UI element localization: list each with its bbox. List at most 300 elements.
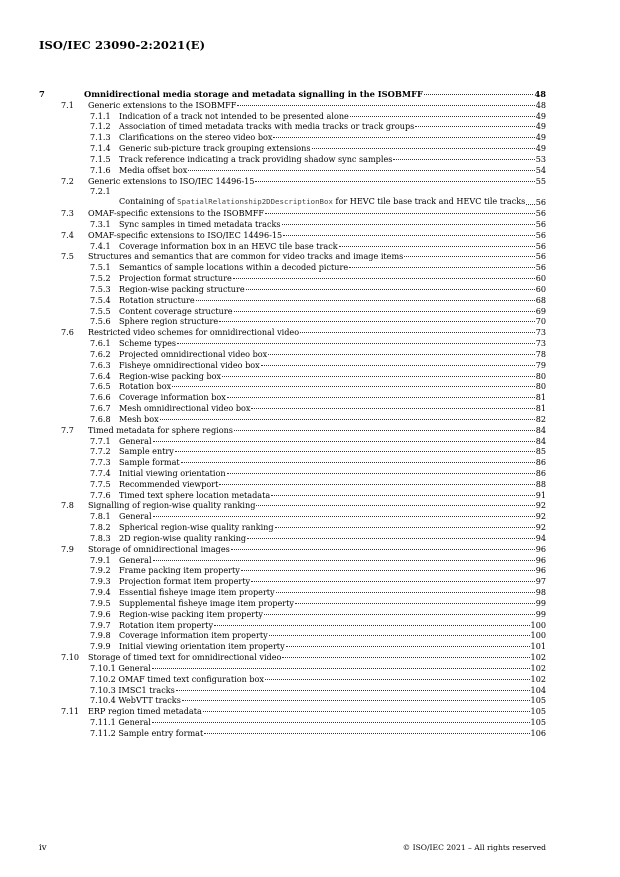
toc-entry[interactable]	[39, 360, 546, 371]
toc-entry-number: 7.9.6	[90, 608, 111, 619]
toc-leader-dots	[269, 635, 530, 636]
toc-entry-page: 48	[535, 99, 546, 110]
toc-entry-page: 56	[535, 218, 546, 229]
toc-entry-title-text: Coverage information box	[119, 392, 226, 403]
toc-entry-title	[90, 728, 203, 739]
toc-entry-title	[88, 652, 281, 663]
toc-entry-page: 81	[535, 392, 546, 403]
toc-entry[interactable]	[39, 230, 546, 241]
toc-entry[interactable]	[39, 176, 546, 187]
toc-leader-dots	[415, 126, 534, 127]
toc-entry-page: 99	[535, 597, 546, 608]
toc-leader-dots	[256, 505, 534, 506]
toc-leader-dots	[234, 311, 535, 312]
toc-entry-title-text: Frame packing item property	[119, 565, 240, 576]
toc-entry-number: 7.1.4	[90, 143, 111, 154]
toc-entry-title-text: Projected omnidirectional video box	[119, 348, 268, 359]
toc-leader-dots	[227, 473, 535, 474]
toc-entry[interactable]	[39, 598, 546, 609]
toc-entry[interactable]	[39, 208, 546, 219]
toc-entry[interactable]	[39, 295, 546, 306]
toc-entry-title-text: Clarifications on the stereo video box	[119, 132, 273, 143]
toc-entry-title-text: Supplemental fisheye image item property	[119, 597, 295, 608]
toc-entry[interactable]	[39, 565, 546, 576]
toc-entry-title	[119, 436, 152, 447]
toc-entry-number: 7.1.5	[90, 153, 111, 164]
toc-entry[interactable]	[39, 620, 546, 631]
toc-leader-dots	[404, 256, 534, 257]
toc-entry-title	[119, 522, 274, 533]
copyright-notice: © ISO/IEC 2021 – All rights reserved	[402, 843, 546, 852]
toc-entry[interactable]	[39, 663, 546, 674]
toc-entry-title-text: Recommended viewport	[119, 478, 219, 489]
toc-entry-number: 7.8	[61, 500, 74, 511]
toc-leader-dots	[214, 625, 530, 626]
toc-leader-dots	[175, 451, 535, 452]
toc-entry-number: 7.5.5	[90, 305, 111, 316]
toc-entry-number: 7.6.3	[90, 359, 111, 370]
toc-entry-page: 105	[530, 706, 546, 717]
toc-entry-title-text: Timed text sphere location metadata	[119, 489, 271, 500]
toc-entry[interactable]	[39, 479, 546, 490]
toc-entry-title	[88, 230, 282, 241]
toc-entry[interactable]	[39, 641, 546, 652]
toc-entry-number: 7.9.7	[90, 619, 111, 630]
toc-entry-title-text: Projection format item property	[119, 576, 251, 587]
toc-leader-dots	[172, 386, 535, 387]
toc-leader-dots	[237, 105, 534, 106]
toc-entry[interactable]	[39, 403, 546, 414]
toc-entry-number: 7.9	[61, 543, 74, 554]
toc-entry-number-inline: 7.10.2	[90, 673, 116, 684]
toc-entry-page: 53	[535, 153, 546, 164]
toc-leader-dots	[255, 181, 534, 182]
toc-entry[interactable]	[39, 436, 546, 447]
toc-entry-title	[119, 262, 348, 273]
toc-entry-title	[119, 338, 176, 349]
toc-entry-title	[119, 295, 195, 306]
toc-entry-page: 100	[530, 619, 546, 630]
toc-entry[interactable]	[39, 674, 546, 685]
toc-entry[interactable]	[39, 241, 546, 252]
toc-entry-number: 7.6.4	[90, 370, 111, 381]
toc-leader-dots	[264, 614, 535, 615]
toc-leader-dots	[219, 484, 534, 485]
toc-entry-title	[119, 132, 272, 143]
toc-entry[interactable]	[39, 316, 546, 327]
toc-entry-number: 7.6.8	[90, 413, 111, 424]
toc-leader-dots	[271, 495, 535, 496]
toc-leader-dots	[204, 733, 529, 734]
toc-entry-number: 7.5	[61, 251, 74, 262]
toc-leader-dots	[153, 516, 535, 517]
toc-entry[interactable]	[39, 143, 546, 154]
toc-leader-dots	[261, 365, 535, 366]
toc-entry-title	[84, 89, 423, 100]
toc-leader-dots	[393, 159, 534, 160]
toc-leader-dots	[203, 711, 530, 712]
toc-entry-title-text: Generic extensions to ISO/IEC 14496-15	[88, 175, 255, 186]
toc-entry[interactable]	[39, 392, 546, 403]
toc-entry[interactable]	[39, 306, 546, 317]
toc-leader-dots	[300, 332, 535, 333]
toc-leader-dots	[227, 397, 535, 398]
toc-entry-title-text: Generic sub-picture track grouping extensions	[119, 143, 311, 154]
toc-entry-title-text: Sphere region structure	[119, 316, 219, 327]
toc-entry-page: 88	[535, 478, 546, 489]
toc-entry-number: 7.3	[61, 208, 74, 219]
toc-entry-page: 104	[530, 684, 546, 695]
toc-entry-title	[88, 208, 264, 219]
toc-entry-title-text: WebVTT tracks	[118, 695, 181, 706]
toc-entry[interactable]	[39, 446, 546, 457]
toc-leader-dots	[176, 690, 530, 691]
toc-entry[interactable]	[39, 273, 546, 284]
toc-leader-dots	[295, 603, 535, 604]
toc-entry[interactable]	[39, 695, 546, 706]
toc-leader-dots	[286, 646, 530, 647]
toc-entry[interactable]	[39, 165, 546, 176]
toc-entry-number: 7.5.4	[90, 294, 111, 305]
toc-entry-title-text: Initial viewing orientation	[119, 467, 226, 478]
toc-entry[interactable]	[39, 457, 546, 468]
toc-entry-number: 7.6	[61, 327, 74, 338]
toc-leader-dots	[349, 267, 535, 268]
toc-entry-page: 91	[535, 489, 546, 500]
toc-entry-number: 7.11	[61, 706, 80, 717]
toc-entry-title-text: General	[119, 554, 152, 565]
toc-entry-title-text: Region-wise packing box	[119, 370, 222, 381]
toc-entry[interactable]	[39, 154, 546, 165]
toc-entry-title	[90, 674, 264, 685]
toc-leader-dots	[241, 570, 535, 571]
toc-entry-page: 70	[535, 316, 546, 327]
toc-entry-number: 7.9.5	[90, 597, 111, 608]
toc-leader-dots	[265, 213, 535, 214]
toc-entry-title-text: Rotation structure	[119, 294, 195, 305]
toc-leader-dots	[182, 700, 530, 701]
toc-entry-title	[119, 273, 232, 284]
toc-entry-page: 100	[530, 630, 546, 641]
toc-entry-number: 7.7.6	[90, 489, 111, 500]
toc-entry[interactable]	[39, 728, 546, 739]
toc-entry-title	[119, 165, 187, 176]
toc-entry-title	[88, 425, 233, 436]
toc-leader-dots	[251, 408, 534, 409]
toc-entry-number: 7.10	[61, 652, 80, 663]
toc-entry-title	[119, 468, 226, 479]
toc-entry[interactable]	[39, 111, 546, 122]
toc-entry-number: 7	[39, 89, 45, 99]
toc-entry-number: 7.8.2	[90, 522, 111, 533]
toc-entry[interactable]	[39, 490, 546, 501]
toc-entry-title-text: Media offset box	[119, 164, 188, 175]
toc-entry-page: 49	[535, 121, 546, 132]
toc-entry-title	[119, 196, 525, 208]
toc-entry-page: 92	[535, 511, 546, 522]
toc-entry-number: 7.5.1	[90, 262, 111, 273]
toc-entry-title	[90, 663, 151, 674]
toc-entry-number-inline: 7.10.3	[90, 684, 116, 695]
toc-entry-title-text: OMAF timed text configuration box	[118, 673, 264, 684]
toc-entry-page: 69	[535, 305, 546, 316]
toc-entry-title-part: Containing of	[119, 196, 178, 207]
toc-entry-title	[88, 500, 255, 511]
toc-leader-dots	[160, 419, 535, 420]
toc-entry[interactable]	[39, 284, 546, 295]
toc-entry[interactable]	[39, 555, 546, 566]
toc-entry[interactable]	[39, 349, 546, 360]
toc-entry-title-text: Structures and semantics that are common for video tracks and image items	[88, 251, 404, 262]
toc-entry-title	[119, 403, 250, 414]
toc-entry-page: 102	[530, 652, 546, 663]
toc-entry-page: 98	[535, 587, 546, 598]
toc-entry-title	[119, 630, 268, 641]
toc-entry-page: 102	[530, 673, 546, 684]
toc-entry-title-text: Storage of omnidirectional images	[88, 543, 230, 554]
toc-leader-dots	[188, 170, 534, 171]
toc-entry-number: 7.6.6	[90, 392, 111, 403]
toc-entry[interactable]	[39, 186, 546, 208]
toc-entry-title	[119, 219, 281, 230]
toc-leader-dots	[222, 376, 535, 377]
toc-entry-number: 7.9.2	[90, 565, 111, 576]
toc-entry-number: 7.9.8	[90, 630, 111, 641]
toc-entry-title-text: Content coverage structure	[119, 305, 233, 316]
toc-leader-dots	[247, 538, 535, 539]
toc-entry-page: 85	[535, 446, 546, 457]
toc-entry-number: 7.5.3	[90, 283, 111, 294]
toc-entry-title	[119, 121, 414, 132]
toc-entry-number: 7.1.3	[90, 132, 111, 143]
toc-entry-title-text: Mesh omnidirectional video box	[119, 403, 251, 414]
toc-entry-page: 49	[535, 132, 546, 143]
toc-leader-dots	[339, 246, 535, 247]
toc-entry-title	[88, 176, 254, 187]
toc-leader-dots	[231, 549, 535, 550]
toc-entry[interactable]	[39, 717, 546, 728]
toc-entry-page: 97	[535, 576, 546, 587]
toc-entry-title-text: Spherical region-wise quality ranking	[119, 522, 274, 533]
toc-entry-number: 7.9.3	[90, 576, 111, 587]
toc-entry-number: 7.1	[61, 99, 74, 110]
toc-entry-page: 86	[535, 467, 546, 478]
toc-entry-page: 73	[535, 338, 546, 349]
toc-entry[interactable]	[39, 706, 546, 717]
toc-entry-page: 49	[535, 143, 546, 154]
toc-entry-title	[88, 327, 299, 338]
toc-entry-title	[119, 381, 171, 392]
toc-entry-number: 7.6.1	[90, 338, 111, 349]
toc-entry-page: 106	[530, 727, 546, 738]
toc-entry-title-text: General	[119, 435, 152, 446]
toc-entry-page: 56	[535, 240, 546, 251]
toc-entry-title-text: Timed metadata for sphere regions	[88, 424, 233, 435]
toc-entry-page: 80	[535, 370, 546, 381]
toc-entry-title-text: Generic extensions to the ISOBMFF	[88, 99, 237, 110]
toc-leader-dots	[275, 527, 535, 528]
toc-entry-number-inline: 7.11.2	[90, 727, 116, 738]
toc-entry-number: 7.2.1	[90, 186, 111, 197]
toc-leader-dots	[282, 657, 529, 658]
toc-leader-dots	[152, 668, 530, 669]
toc-entry[interactable]	[39, 262, 546, 273]
toc-entry-title-text: General	[119, 511, 152, 522]
toc-entry-title	[119, 349, 267, 360]
toc-entry-title	[119, 533, 246, 544]
toc-entry-title-text: IMSC1 tracks	[118, 684, 175, 695]
toc-entry[interactable]	[39, 609, 546, 620]
toc-entry[interactable]	[39, 576, 546, 587]
toc-entry[interactable]	[39, 587, 546, 598]
toc-entry-title	[88, 544, 230, 555]
toc-entry-title	[119, 371, 221, 382]
toc-entry-title	[90, 717, 151, 728]
toc-leader-dots	[181, 462, 535, 463]
toc-entry-title	[119, 576, 250, 587]
toc-entry-page: 54	[535, 164, 546, 175]
toc-entry[interactable]	[39, 89, 546, 100]
toc-entry-title-text: ERP region timed metadata	[88, 706, 202, 717]
toc-entry[interactable]	[39, 522, 546, 533]
toc-entry-title	[119, 111, 349, 122]
toc-entry-title	[119, 609, 263, 620]
toc-entry-title-text: Restricted video schemes for omnidirectional video	[88, 327, 300, 338]
toc-entry-title-text: Initial viewing orientation item property	[119, 641, 285, 652]
toc-entry-page: 55	[535, 175, 546, 186]
toc-entry-title	[119, 555, 152, 566]
toc-entry-page: 60	[535, 273, 546, 284]
toc-entry-title	[119, 457, 180, 468]
toc-leader-dots	[424, 94, 534, 95]
toc-entry-number: 7.1.1	[90, 110, 111, 121]
toc-entry-title	[119, 154, 392, 165]
toc-entry-page: 56	[535, 262, 546, 273]
toc-leader-dots	[350, 116, 535, 117]
toc-entry-page: 56	[535, 229, 546, 240]
toc-entry-title-text: Track reference indicating a track providing shadow sync samples	[119, 153, 393, 164]
toc-entry-title	[90, 685, 175, 696]
toc-entry-number-inline: 7.10.1	[90, 662, 116, 673]
toc-entry-page: 105	[530, 717, 546, 728]
toc-entry-title-text: Semantics of sample locations within a decoded picture	[119, 262, 349, 273]
toc-entry[interactable]	[39, 544, 546, 555]
toc-entry-title	[88, 251, 403, 262]
toc-entry[interactable]	[39, 511, 546, 522]
toc-leader-dots	[234, 430, 535, 431]
toc-entry-page: 99	[535, 608, 546, 619]
toc-entry-title-text: Fisheye omnidirectional video box	[119, 359, 260, 370]
toc-entry-title-text: Sample format	[119, 457, 180, 468]
toc-entry-number: 7.3.1	[90, 218, 111, 229]
toc-entry-number: 7.4	[61, 229, 74, 240]
toc-entry-title-text: Scheme types	[119, 338, 177, 349]
toc-entry[interactable]	[39, 327, 546, 338]
toc-entry-page: 96	[535, 565, 546, 576]
toc-entry[interactable]	[39, 132, 546, 143]
toc-entry-number: 7.6.7	[90, 403, 111, 414]
toc-leader-dots	[526, 204, 534, 205]
toc-entry[interactable]	[39, 533, 546, 544]
toc-entry-title	[119, 392, 226, 403]
toc-entry-title-text: Region-wise packing structure	[119, 283, 245, 294]
toc-entry-page: 48	[534, 89, 546, 99]
toc-entry[interactable]	[39, 121, 546, 132]
toc-entry-number: 7.9.1	[90, 554, 111, 565]
toc-entry-title-text: General	[118, 662, 151, 673]
toc-leader-dots	[251, 581, 535, 582]
toc-entry-page: 68	[535, 294, 546, 305]
toc-entry-page: 60	[535, 283, 546, 294]
toc-leader-dots	[283, 235, 535, 236]
toc-leader-dots	[265, 679, 530, 680]
toc-entry[interactable]	[39, 630, 546, 641]
toc-entry-page: 49	[535, 110, 546, 121]
toc-entry-number: 7.1.2	[90, 121, 111, 132]
toc-entry[interactable]	[39, 371, 546, 382]
toc-entry-title	[119, 565, 240, 576]
toc-entry-title-text: Sync samples in timed metadata tracks	[119, 218, 281, 229]
toc-entry[interactable]	[39, 338, 546, 349]
toc-entry-title-text: Storage of timed text for omnidirectional video	[88, 652, 282, 663]
toc-entry-title	[88, 100, 236, 111]
toc-entry-number: 7.8.1	[90, 511, 111, 522]
table-of-contents	[39, 89, 546, 739]
toc-entry[interactable]	[39, 251, 546, 262]
toc-entry[interactable]	[39, 468, 546, 479]
toc-entry[interactable]	[39, 219, 546, 230]
toc-entry[interactable]	[39, 414, 546, 425]
toc-entry-number: 7.7.5	[90, 478, 111, 489]
toc-entry-title-part: for HEVC tile base track and HEVC tile tracks	[332, 196, 526, 207]
toc-entry[interactable]	[39, 500, 546, 511]
toc-entry[interactable]	[39, 685, 546, 696]
toc-entry-page: 94	[535, 532, 546, 543]
toc-entry-page: 84	[535, 435, 546, 446]
toc-entry-title-text: Coverage information box in an HEVC tile base track	[119, 240, 338, 251]
toc-entry-page: 86	[535, 457, 546, 468]
toc-entry-number: 7.7.3	[90, 457, 111, 468]
toc-entry-number: 7.8.3	[90, 532, 111, 543]
toc-leader-dots	[276, 592, 535, 593]
toc-leader-dots	[177, 343, 535, 344]
toc-entry[interactable]	[39, 425, 546, 436]
toc-entry-number: 7.9.4	[90, 587, 111, 598]
toc-entry-page: 96	[535, 554, 546, 565]
toc-entry-title	[119, 284, 245, 295]
toc-entry-number: 7.9.9	[90, 641, 111, 652]
toc-entry-page: 82	[535, 413, 546, 424]
toc-entry[interactable]	[39, 100, 546, 111]
toc-entry-number: 7.7.4	[90, 467, 111, 478]
toc-entry[interactable]	[39, 652, 546, 663]
toc-entry-title-text: Rotation box	[119, 381, 172, 392]
toc-entry-page: 56	[535, 251, 546, 262]
toc-entry-title-text: OMAF-specific extensions to ISO/IEC 14496-15	[88, 229, 283, 240]
toc-entry-number-inline: 7.11.1	[90, 717, 116, 728]
toc-leader-dots	[233, 278, 535, 279]
toc-entry-title-text: Coverage information item property	[119, 630, 268, 641]
toc-entry-title	[119, 511, 152, 522]
document-header: ISO/IEC 23090-2:2021(E)	[39, 38, 206, 52]
toc-entry[interactable]	[39, 381, 546, 392]
toc-entry-title-text: Signalling of region-wise quality ranking	[88, 500, 256, 511]
toc-entry-title-text: Projection format structure	[119, 273, 232, 284]
toc-entry-title	[119, 598, 294, 609]
toc-entry-number-inline: 7.10.4	[90, 695, 116, 706]
toc-leader-dots	[152, 722, 530, 723]
toc-entry-title	[119, 479, 218, 490]
